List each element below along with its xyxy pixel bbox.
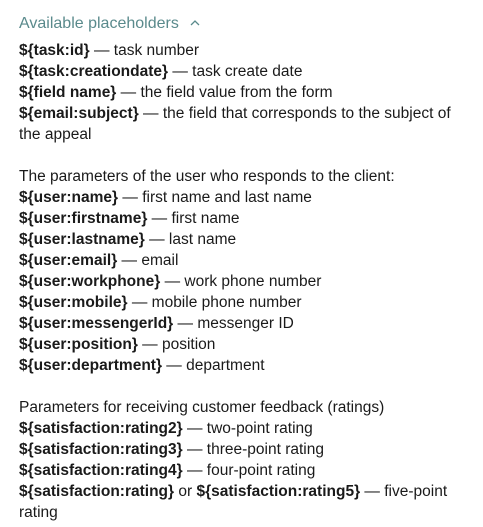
placeholder-code: ${user:workphone} xyxy=(19,273,161,290)
placeholder-item xyxy=(19,208,471,229)
placeholder-code: ${field name} xyxy=(19,84,117,101)
section-intro: The parameters of the user who responds to the client: xyxy=(19,168,395,185)
placeholder-desc: — first name xyxy=(147,210,240,227)
placeholder-code: ${user:firstname} xyxy=(19,210,148,227)
placeholder-code: ${user:email} xyxy=(19,252,118,269)
placeholder-code: ${email:subject} xyxy=(19,105,139,122)
placeholder-code: ${user:position} xyxy=(19,336,138,353)
placeholder-desc: — work phone number xyxy=(160,273,322,290)
placeholder-item xyxy=(19,481,471,523)
placeholder-item xyxy=(19,229,471,250)
placeholder-desc: — task create date xyxy=(168,63,303,80)
placeholders-title: Available placeholders xyxy=(19,14,179,32)
placeholder-item xyxy=(19,313,471,334)
chevron-up-icon xyxy=(189,17,201,29)
placeholder-item xyxy=(19,40,471,61)
placeholder-code: ${satisfaction:rating2} xyxy=(19,420,183,437)
placeholder-desc: — mobile phone number xyxy=(127,294,302,311)
placeholder-desc: — last name xyxy=(144,231,237,248)
placeholder-desc: — task number xyxy=(89,42,200,59)
placeholder-desc: — position xyxy=(137,336,216,353)
user-placeholders xyxy=(19,166,471,376)
placeholder-desc: — three-point rating xyxy=(182,441,324,458)
placeholder-code: ${task:id} xyxy=(19,42,90,59)
placeholder-desc: — first name and last name xyxy=(118,189,312,206)
placeholder-code: ${user:mobile} xyxy=(19,294,128,311)
placeholder-desc: — two-point rating xyxy=(182,420,313,437)
placeholder-code: ${satisfaction:rating3} xyxy=(19,441,183,458)
placeholder-code: ${satisfaction:rating4} xyxy=(19,462,183,479)
placeholder-desc: — four-point rating xyxy=(182,462,316,479)
placeholder-code: ${user:lastname} xyxy=(19,231,145,248)
placeholder-desc: — email xyxy=(117,252,179,269)
rating-placeholders xyxy=(19,397,471,523)
section-intro: Parameters for receiving customer feedback (ratings) xyxy=(19,399,385,416)
placeholder-desc: — five-point rating xyxy=(19,483,448,521)
placeholder-desc: — department xyxy=(162,357,265,374)
placeholder-item xyxy=(19,355,471,376)
placeholder-item xyxy=(19,439,471,460)
placeholder-code: ${user:department} xyxy=(19,357,162,374)
placeholder-item xyxy=(19,82,471,103)
placeholder-code: ${satisfaction:rating5} xyxy=(196,483,361,500)
task-placeholders xyxy=(19,40,471,145)
placeholder-connector: or xyxy=(174,483,197,500)
placeholder-item xyxy=(19,418,471,439)
placeholder-item xyxy=(19,61,471,82)
placeholder-desc: — the field value from the form xyxy=(116,84,333,101)
placeholder-code: ${user:messengerId} xyxy=(19,315,174,332)
placeholder-code: ${user:name} xyxy=(19,189,119,206)
placeholder-code: ${task:creationdate} xyxy=(19,63,169,80)
placeholder-item xyxy=(19,292,471,313)
placeholder-item xyxy=(19,460,471,481)
placeholder-item xyxy=(19,334,471,355)
placeholder-code: ${satisfaction:rating} xyxy=(19,483,175,500)
placeholder-item xyxy=(19,271,471,292)
placeholder-item xyxy=(19,103,471,145)
placeholder-desc: — messenger ID xyxy=(173,315,294,332)
placeholder-item xyxy=(19,187,471,208)
placeholder-item xyxy=(19,250,471,271)
placeholders-toggle[interactable] xyxy=(19,10,471,36)
placeholder-desc: — the field that corresponds to the subject of the appeal xyxy=(19,105,451,143)
